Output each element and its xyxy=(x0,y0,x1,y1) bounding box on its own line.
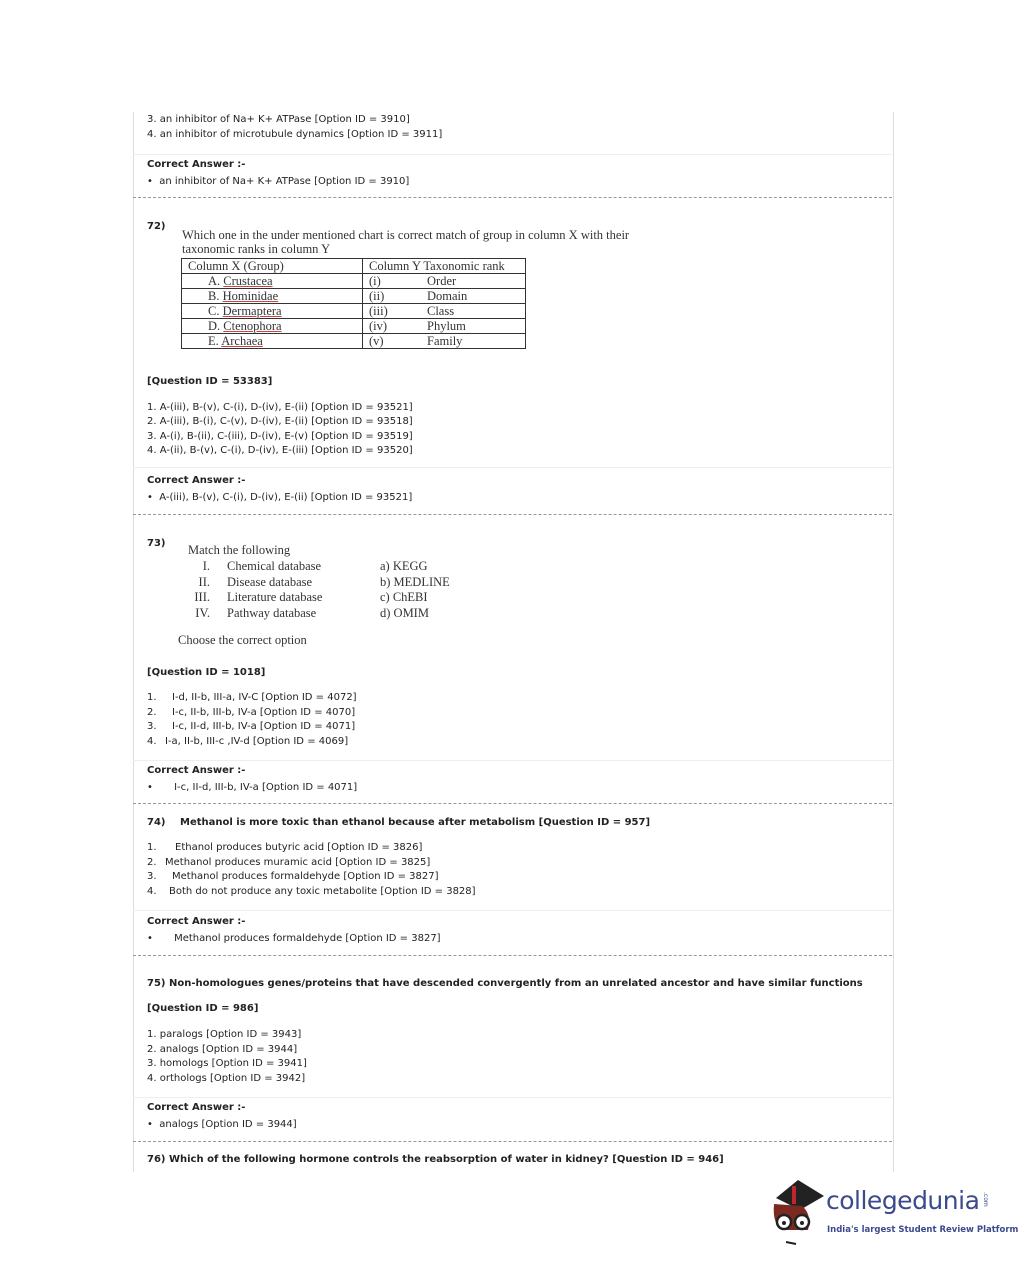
answer-text: A-(iii), B-(v), C-(i), D-(iv), E-(ii) [Option ID = 93521] xyxy=(159,492,413,503)
answer-text: Methanol produces formaldehyde [Option ID = 3827] xyxy=(174,933,441,944)
question-text: taxonomic ranks in column Y xyxy=(182,242,331,256)
correct-answer-label: Correct Answer :- xyxy=(147,916,246,927)
rank-numeral: (iii) xyxy=(369,304,388,318)
choose-text: Choose the correct option xyxy=(178,633,307,647)
option-4: 4. orthologs [Option ID = 3942] xyxy=(147,1073,306,1084)
group-name: Crustacea xyxy=(223,274,273,288)
rank-numeral: (v) xyxy=(369,334,384,348)
row-letter: E. xyxy=(208,334,219,348)
rank-name: Class xyxy=(427,304,455,318)
question-id: [Question ID = 53383] xyxy=(147,376,273,387)
group-name: Hominidae xyxy=(222,289,279,303)
row-letter: C. xyxy=(208,304,220,318)
row-letter: D. xyxy=(208,319,221,333)
answer-text: analogs [Option ID = 3944] xyxy=(159,1119,297,1130)
option-4: 4. A-(ii), B-(v), C-(i), D-(iv), E-(iii) [Option ID = 93520] xyxy=(147,445,413,456)
table-row xyxy=(182,334,526,349)
option-3: 3. A-(i), B-(ii), C-(iii), D-(iv), E-(v) [Option ID = 93519] xyxy=(147,431,413,442)
question-number: 72) xyxy=(147,221,166,232)
rank-numeral: (iv) xyxy=(369,319,388,333)
rank-name: Domain xyxy=(427,289,468,303)
database-type: Pathway database xyxy=(227,605,317,620)
correct-answer-label: Correct Answer :- xyxy=(147,765,246,776)
option-text: I-c, II-d, III-b, IV-a [Option ID = 4071] xyxy=(172,721,356,733)
correct-answer: • A-(iii), B-(v), C-(i), D-(iv), E-(ii) [Option ID = 93521] xyxy=(147,492,413,503)
question-text: 76) Which of the following hormone controls the reabsorption of water in kidney? [Question ID = 946] xyxy=(147,1154,724,1165)
option-1: 1. paralogs [Option ID = 3943] xyxy=(147,1029,302,1040)
divider xyxy=(133,1097,892,1098)
correct-answer-label: Correct Answer :- xyxy=(147,159,246,170)
divider xyxy=(133,154,892,155)
option-number: 1. xyxy=(147,842,157,853)
group-name: Archaea xyxy=(221,334,263,348)
database-type: Chemical database xyxy=(227,559,322,573)
option-3: 3. an inhibitor of Na+ K+ ATPase [Option ID = 3910] xyxy=(147,114,410,125)
correct-answer: • Methanol produces formaldehyde [Option ID = 3827] xyxy=(147,933,441,944)
correct-answer-label: Correct Answer :- xyxy=(147,1102,246,1113)
divider xyxy=(133,910,892,911)
question-number: 74) xyxy=(147,817,166,828)
correct-answer: • I-c, II-d, III-b, IV-a [Option ID = 4071] xyxy=(147,782,358,793)
question-separator xyxy=(133,955,892,956)
taxonomy-table xyxy=(181,258,526,349)
question-id: [Question ID = 1018] xyxy=(147,667,266,678)
database-name: c) ChEBI xyxy=(380,590,428,604)
rank-numeral: (ii) xyxy=(369,289,385,303)
roman-numeral: IV. xyxy=(195,605,210,620)
row-letter: B. xyxy=(208,289,220,303)
option-number: 3. xyxy=(147,721,157,733)
rank-name: Order xyxy=(427,274,457,288)
option-number: 2. xyxy=(147,856,157,868)
option-text: Methanol produces formaldehyde [Option ID = 3827] xyxy=(172,871,439,883)
roman-numeral: I. xyxy=(202,559,210,573)
table-header: Column Y Taxonomic rank xyxy=(363,259,526,274)
question-text: 75) Non-homologues genes/proteins that have descended convergently from an unrelated ancestor and have similar functions xyxy=(147,978,863,989)
table-row xyxy=(182,319,526,334)
database-name: d) OMIM xyxy=(380,605,429,620)
question-text: Which one in the under mentioned chart is correct match of group in column X with their xyxy=(182,228,630,242)
divider xyxy=(133,760,892,761)
logo-tagline: India's largest Student Review Platform xyxy=(827,1225,1019,1235)
table-header: Column X (Group) xyxy=(182,259,363,274)
table-row xyxy=(182,274,526,289)
option-number: 4. xyxy=(147,736,157,748)
question-separator xyxy=(133,197,892,198)
group-name: Dermaptera xyxy=(222,304,282,318)
database-name: a) KEGG xyxy=(380,559,428,573)
option-4: 4. an inhibitor of microtubule dynamics [Option ID = 3911] xyxy=(147,129,443,140)
option-text: I-c, II-b, III-b, IV-a [Option ID = 4070] xyxy=(172,706,356,718)
roman-numeral: III. xyxy=(194,590,210,604)
rank-numeral: (i) xyxy=(369,274,381,288)
question-id: [Question ID = 986] xyxy=(147,1003,259,1014)
option-text: Both do not produce any toxic metabolite [Option ID = 3828] xyxy=(169,886,476,898)
rank-name: Phylum xyxy=(427,319,466,333)
option-2: 2. analogs [Option ID = 3944] xyxy=(147,1044,298,1055)
logo-name: collegedunia xyxy=(826,1186,980,1215)
question-separator xyxy=(133,1141,892,1142)
option-number: 2. xyxy=(147,706,157,718)
database-type: Disease database xyxy=(227,574,313,589)
correct-answer: • analogs [Option ID = 3944] xyxy=(147,1119,297,1130)
question-number: 73) xyxy=(147,538,166,549)
question-separator xyxy=(133,514,892,515)
option-text: Ethanol produces butyric acid [Option ID = 3826] xyxy=(175,842,423,853)
table-row xyxy=(182,289,526,304)
option-number: 1. xyxy=(147,692,157,703)
table-row xyxy=(182,304,526,319)
option-text: I-a, II-b, III-c ,IV-d [Option ID = 4069] xyxy=(165,736,349,748)
option-number: 3. xyxy=(147,871,157,883)
divider xyxy=(133,467,892,468)
roman-numeral: II. xyxy=(198,574,210,589)
option-text: Methanol produces muramic acid [Option ID = 3825] xyxy=(165,856,431,868)
correct-answer-label: Correct Answer :- xyxy=(147,475,246,486)
question-text: Methanol is more toxic than ethanol because after metabolism [Question ID = 957] xyxy=(180,817,651,828)
answer-text: an inhibitor of Na+ K+ ATPase [Option ID = 3910] xyxy=(159,176,410,187)
option-1: 1. A-(iii), B-(v), C-(i), D-(iv), E-(ii) [Option ID = 93521] xyxy=(147,402,413,413)
correct-answer: • an inhibitor of Na+ K+ ATPase [Option ID = 3910] xyxy=(147,176,410,187)
logo-com: .com xyxy=(982,1192,989,1207)
answer-text: I-c, II-d, III-b, IV-a [Option ID = 4071] xyxy=(174,782,358,793)
option-number: 4. xyxy=(147,886,157,898)
option-2: 2. A-(iii), B-(i), C-(v), D-(iv), E-(ii) [Option ID = 93518] xyxy=(147,416,413,427)
database-name: b) MEDLINE xyxy=(380,574,450,589)
database-type: Literature database xyxy=(227,590,323,604)
option-3: 3. homologs [Option ID = 3941] xyxy=(147,1058,307,1069)
question-intro: Match the following xyxy=(188,543,291,557)
rank-name: Family xyxy=(427,334,463,348)
question-separator xyxy=(133,803,892,804)
row-letter: A. xyxy=(208,274,221,288)
option-text: I-d, II-b, III-a, IV-C [Option ID = 4072] xyxy=(172,692,357,703)
group-name: Ctenophora xyxy=(223,319,282,333)
mascot-icon xyxy=(768,1178,826,1246)
